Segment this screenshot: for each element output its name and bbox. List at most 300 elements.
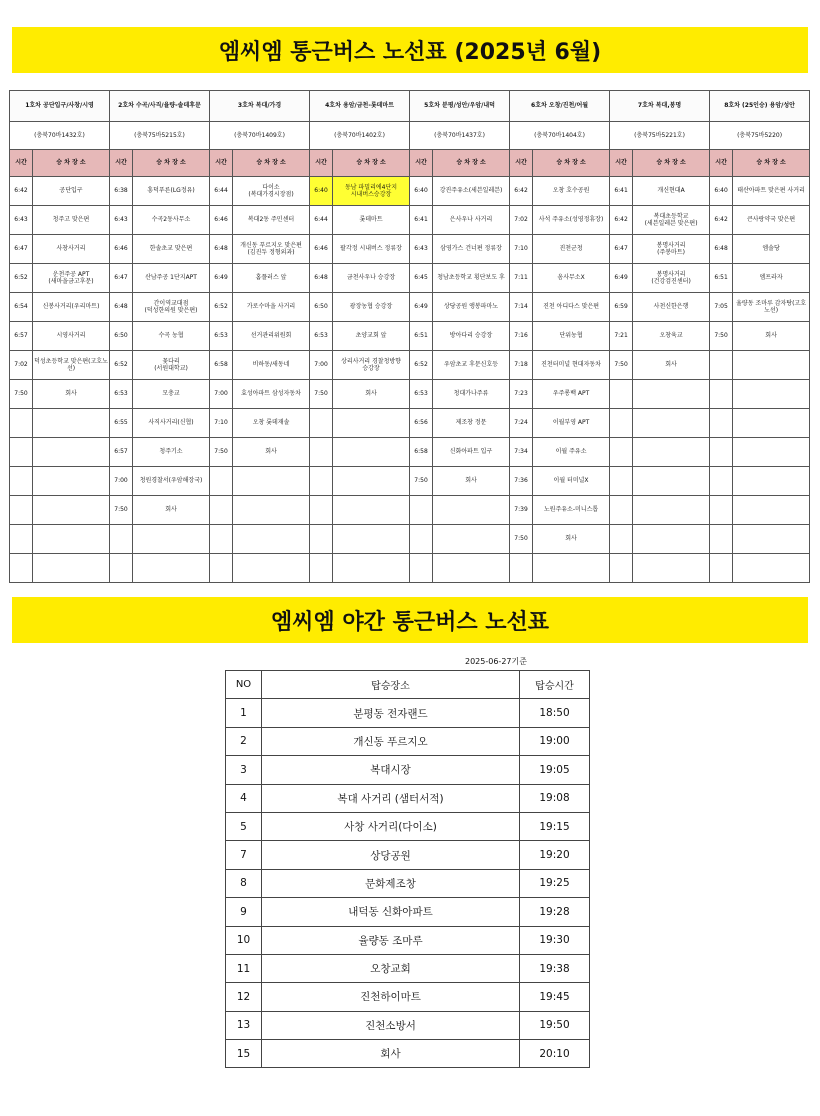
stop-time [610, 438, 633, 467]
route-plate: (충북70바1409호) [210, 122, 310, 150]
stop-time: 7:23 [510, 380, 533, 409]
page-title: 엠씨엠 통근버스 노선표 (2025년 6월) [12, 27, 808, 73]
night-time: 19:00 [520, 727, 590, 755]
night-no: 12 [226, 983, 262, 1011]
stop-time: 7:50 [310, 380, 333, 409]
stop-time: 6:50 [310, 293, 333, 322]
stop-time [610, 409, 633, 438]
stop-time [10, 525, 33, 554]
night-row [226, 756, 590, 784]
stop-name: 방아다리 승강장 [433, 322, 510, 351]
night-time: 19:30 [520, 926, 590, 954]
stop-name [333, 525, 410, 554]
schedule-row [10, 206, 810, 235]
column-header-stop: 승 차 장 소 [33, 150, 110, 177]
column-header-stop: 승 차 장 소 [433, 150, 510, 177]
night-title: 엠씨엠 야간 통근버스 노선표 [12, 597, 808, 643]
stop-time: 7:14 [510, 293, 533, 322]
stop-time: 6:54 [10, 293, 33, 322]
column-header-time: 시간 [10, 150, 33, 177]
stop-time: 7:50 [210, 438, 233, 467]
stop-time: 6:47 [110, 264, 133, 293]
stop-time: 7:50 [410, 467, 433, 496]
stop-name [733, 554, 810, 583]
stop-time: 6:57 [110, 438, 133, 467]
column-header-time: 시간 [110, 150, 133, 177]
column-header-time: 시간 [710, 150, 733, 177]
stop-name: 옴사무소X [533, 264, 610, 293]
stop-time [610, 467, 633, 496]
night-stop: 상당공원 [262, 841, 520, 869]
stop-time [710, 438, 733, 467]
night-row [226, 841, 590, 869]
stop-time: 6:53 [110, 380, 133, 409]
stop-time: 7:00 [110, 467, 133, 496]
stop-name [633, 438, 710, 467]
night-row [226, 954, 590, 982]
stop-name: 덕성초등학교 맞은편(고호노선) [33, 351, 110, 380]
stop-name: 선거관리위원회 [233, 322, 310, 351]
stop-name: 엠솔당 [733, 235, 810, 264]
stop-name: 복대초등학교 (세븐일레븐 맞은편) [633, 206, 710, 235]
stop-time: 7:50 [710, 322, 733, 351]
stop-time: 7:24 [510, 409, 533, 438]
stop-time: 6:44 [310, 206, 333, 235]
stop-name [233, 496, 310, 525]
stop-time: 6:46 [110, 235, 133, 264]
stop-name [633, 467, 710, 496]
stop-time: 7:34 [510, 438, 533, 467]
night-column-header: 탑승시간 [520, 671, 590, 699]
column-header-time: 시간 [410, 150, 433, 177]
stop-name: 운천주공 APT (새마을금고후문) [33, 264, 110, 293]
stop-time [710, 467, 733, 496]
night-stop: 내덕동 신화아파트 [262, 898, 520, 926]
stop-name: 회사 [233, 438, 310, 467]
column-header-stop: 승 차 장 소 [333, 150, 410, 177]
stop-time: 6:52 [10, 264, 33, 293]
stop-time [210, 525, 233, 554]
route-plate: (충북70바1432호) [10, 122, 110, 150]
stop-name: 수곡 농협 [133, 322, 210, 351]
schedule-row [10, 177, 810, 206]
stop-name: 꽃다리 (서원대학교) [133, 351, 210, 380]
stop-name: 가로수마을 사거리 [233, 293, 310, 322]
night-no: 2 [226, 727, 262, 755]
stop-time: 6:56 [410, 409, 433, 438]
stop-name: 사천신한은행 [633, 293, 710, 322]
stop-name [333, 496, 410, 525]
stop-name [333, 467, 410, 496]
night-stop: 개신동 푸르지오 [262, 727, 520, 755]
stop-time [310, 525, 333, 554]
column-header-time: 시간 [510, 150, 533, 177]
route-plate: (충북70바1437호) [410, 122, 510, 150]
stop-time: 7:00 [310, 351, 333, 380]
stop-name: 광장농협 승강장 [333, 293, 410, 322]
stop-name: 간이역교대점 (덕성한의원 맞은편) [133, 293, 210, 322]
night-time: 19:50 [520, 1011, 590, 1039]
stop-time [710, 525, 733, 554]
schedule-row [10, 554, 810, 583]
night-route-table [225, 670, 590, 1068]
stop-name: 오창 호수공원 [533, 177, 610, 206]
column-header-stop: 승 차 장 소 [533, 150, 610, 177]
stop-time [610, 554, 633, 583]
stop-time: 6:57 [10, 322, 33, 351]
route-name: 2호차 수곡/사직/율량-솔데후문 [110, 91, 210, 122]
night-stop: 회사 [262, 1040, 520, 1068]
stop-time: 6:40 [410, 177, 433, 206]
stop-name [733, 409, 810, 438]
stop-name: 시영사거리 [33, 322, 110, 351]
stop-name [433, 554, 510, 583]
stop-time: 6:52 [110, 351, 133, 380]
stop-time [710, 496, 733, 525]
stop-time: 6:51 [410, 322, 433, 351]
schedule-row [10, 235, 810, 264]
stop-time: 6:47 [10, 235, 33, 264]
night-stop: 분평동 전자랜드 [262, 699, 520, 727]
night-row [226, 727, 590, 755]
stop-name [633, 409, 710, 438]
stop-name: 흥덕푸른(LG정유) [133, 177, 210, 206]
stop-time: 6:43 [410, 235, 433, 264]
stop-time: 6:58 [410, 438, 433, 467]
stop-name: 큰사랑약국 맞은편 [733, 206, 810, 235]
night-no: 11 [226, 954, 262, 982]
column-header-stop: 승 차 장 소 [133, 150, 210, 177]
stop-time: 6:51 [710, 264, 733, 293]
stop-name [233, 554, 310, 583]
stop-time: 6:52 [410, 351, 433, 380]
stop-name [733, 496, 810, 525]
night-stop: 율량동 조마루 [262, 926, 520, 954]
stop-name [233, 525, 310, 554]
stop-time [210, 467, 233, 496]
night-stop: 사창 사거리(다이소) [262, 812, 520, 840]
stop-time: 6:59 [610, 293, 633, 322]
stop-name [33, 525, 110, 554]
day-route-table [9, 90, 810, 583]
stop-name: 청대가나주류 [433, 380, 510, 409]
stop-time [710, 554, 733, 583]
stop-name: 비하동/새동네 [233, 351, 310, 380]
night-no: 10 [226, 926, 262, 954]
night-no: 3 [226, 756, 262, 784]
stop-time: 6:53 [410, 380, 433, 409]
stop-time: 6:52 [210, 293, 233, 322]
stop-time: 6:42 [10, 177, 33, 206]
stop-name: 회사 [33, 380, 110, 409]
night-row [226, 1040, 590, 1068]
stop-time: 6:48 [210, 235, 233, 264]
stop-name [333, 409, 410, 438]
stop-name: 우암초교 후문신호등 [433, 351, 510, 380]
route-name: 4호차 용암/금천-롯데마트 [310, 91, 410, 122]
stop-time: 6:53 [210, 322, 233, 351]
night-stop: 진천하이마트 [262, 983, 520, 1011]
stop-name: 상당공원 앵봉파마노 [433, 293, 510, 322]
route-name: 6호차 오창/진천/어월 [510, 91, 610, 122]
stop-time: 6:55 [110, 409, 133, 438]
stop-time [310, 554, 333, 583]
stop-name: 사직사거리(신협) [133, 409, 210, 438]
stop-name: 회사 [733, 322, 810, 351]
stop-time [310, 496, 333, 525]
schedule-row [10, 409, 810, 438]
stop-time: 6:53 [310, 322, 333, 351]
schedule-row [10, 380, 810, 409]
stop-name: 봉명사거리 (주봉마트) [633, 235, 710, 264]
stop-time [410, 496, 433, 525]
stop-name: 다이소 (복대가경시장점) [233, 177, 310, 206]
stop-time: 6:42 [710, 206, 733, 235]
stop-time [410, 525, 433, 554]
stop-time: 6:41 [610, 177, 633, 206]
stop-name: 우주롱백 APT [533, 380, 610, 409]
column-header-stop: 승 차 장 소 [633, 150, 710, 177]
stop-time: 7:16 [510, 322, 533, 351]
stop-time [610, 496, 633, 525]
route-plate: (충북75바5215호) [110, 122, 210, 150]
night-stop: 진천소방서 [262, 1011, 520, 1039]
stop-name [633, 554, 710, 583]
stop-name: 삼영가스 건너편 정류장 [433, 235, 510, 264]
stop-name [33, 438, 110, 467]
night-no: 9 [226, 898, 262, 926]
stop-time [410, 554, 433, 583]
stop-name: 효성아파트 삼성자동차 [233, 380, 310, 409]
stop-time: 6:48 [710, 235, 733, 264]
stop-name [733, 438, 810, 467]
stop-time: 6:48 [310, 264, 333, 293]
stop-name: 진천 아디다스 맞은편 [533, 293, 610, 322]
stop-name: 청원경찰서(우암해장국) [133, 467, 210, 496]
stop-name: 금천사우나 승강장 [333, 264, 410, 293]
schedule-row [10, 351, 810, 380]
stop-name: 은사우나 사거리 [433, 206, 510, 235]
stop-name: 강진주유소(세븐일레븐) [433, 177, 510, 206]
stop-name: 봉명사거리 (건강검진센터) [633, 264, 710, 293]
night-time: 19:25 [520, 869, 590, 897]
column-header-time: 시간 [610, 150, 633, 177]
stop-name [33, 554, 110, 583]
night-column-header: NO [226, 671, 262, 699]
stop-time [610, 525, 633, 554]
stop-time: 7:50 [110, 496, 133, 525]
night-time: 19:20 [520, 841, 590, 869]
night-time: 20:10 [520, 1040, 590, 1068]
night-no: 15 [226, 1040, 262, 1068]
route-plate: (충북75바5220) [710, 122, 810, 150]
stop-name: 사석 주유소(성영정휴장) [533, 206, 610, 235]
stop-name [133, 554, 210, 583]
night-no: 7 [226, 841, 262, 869]
stop-time: 6:46 [310, 235, 333, 264]
stop-name [333, 438, 410, 467]
night-row [226, 898, 590, 926]
stop-time: 7:50 [610, 351, 633, 380]
schedule-row [10, 293, 810, 322]
stop-name [733, 351, 810, 380]
stop-time: 7:39 [510, 496, 533, 525]
stop-name: 진천군청 [533, 235, 610, 264]
stop-name [233, 467, 310, 496]
stop-time [710, 351, 733, 380]
stop-name: 이월부영 APT [533, 409, 610, 438]
stop-name: 이월 터미널X [533, 467, 610, 496]
stop-name [333, 554, 410, 583]
stop-name [133, 525, 210, 554]
stop-time: 6:43 [10, 206, 33, 235]
night-row [226, 926, 590, 954]
night-time: 18:50 [520, 699, 590, 727]
stop-time [710, 409, 733, 438]
stop-name: 홈플러스 앞 [233, 264, 310, 293]
stop-name: 동남 파밀리에4단지 시내버스승강장 [333, 177, 410, 206]
stop-time: 7:11 [510, 264, 533, 293]
stop-time [110, 525, 133, 554]
stop-time: 6:47 [610, 235, 633, 264]
stop-time [310, 467, 333, 496]
stop-name: 모충교 [133, 380, 210, 409]
stop-time: 7:21 [610, 322, 633, 351]
stop-name [433, 496, 510, 525]
schedule-row [10, 496, 810, 525]
stop-name: 엠프라자 [733, 264, 810, 293]
stop-time: 7:00 [210, 380, 233, 409]
stop-name: 이월 주유소 [533, 438, 610, 467]
night-stop: 복대 사거리 (샘터서적) [262, 784, 520, 812]
night-row [226, 1011, 590, 1039]
stop-name [633, 380, 710, 409]
stop-name: 신봉사거리(우리마트) [33, 293, 110, 322]
stop-name: 청남초등학교 횡단보도 후 [433, 264, 510, 293]
stop-time: 6:49 [410, 293, 433, 322]
stop-time [210, 554, 233, 583]
stop-time [510, 554, 533, 583]
stop-name: 한솔초교 맞은편 [133, 235, 210, 264]
stop-time: 6:58 [210, 351, 233, 380]
night-stop: 복대시장 [262, 756, 520, 784]
stop-time: 6:40 [710, 177, 733, 206]
stop-name: 사창사거리 [33, 235, 110, 264]
stop-name: 단위농협 [533, 322, 610, 351]
night-stop: 오창교회 [262, 954, 520, 982]
night-no: 13 [226, 1011, 262, 1039]
stop-name: 회사 [433, 467, 510, 496]
stop-name: 팔각정 시내버스 정류장 [333, 235, 410, 264]
night-time: 19:38 [520, 954, 590, 982]
night-no: 1 [226, 699, 262, 727]
route-name: 8호차 (25인승) 용암/성안 [710, 91, 810, 122]
stop-name: 복대2동 주민센터 [233, 206, 310, 235]
night-no: 8 [226, 869, 262, 897]
stop-name: 개신동 푸르지오 맞은편 (김진두 정형외과) [233, 235, 310, 264]
night-no: 5 [226, 812, 262, 840]
stop-name: 회사 [633, 351, 710, 380]
night-time: 19:15 [520, 812, 590, 840]
stop-time: 6:48 [110, 293, 133, 322]
night-row [226, 812, 590, 840]
stop-time [310, 438, 333, 467]
stop-time: 7:10 [210, 409, 233, 438]
stop-time: 6:38 [110, 177, 133, 206]
stop-name: 태산아파트 맞은편 사거리 [733, 177, 810, 206]
stop-name: 노원주유소-미니스톱 [533, 496, 610, 525]
stop-name: 신화아파트 입구 [433, 438, 510, 467]
route-plate: (충북70바1404호) [510, 122, 610, 150]
night-row [226, 784, 590, 812]
stop-name [633, 525, 710, 554]
stop-name: 오창 롯데재솔 [233, 409, 310, 438]
stop-name: 청주기소 [133, 438, 210, 467]
night-time: 19:08 [520, 784, 590, 812]
stop-name: 회사 [333, 380, 410, 409]
stop-name: 제조창 정문 [433, 409, 510, 438]
route-name: 5호차 분평/성안/우암/내덕 [410, 91, 510, 122]
stop-time: 6:40 [310, 177, 333, 206]
route-plate: (충북75바5221호) [610, 122, 710, 150]
schedule-row [10, 322, 810, 351]
reference-date: 2025-06-27기준 [465, 657, 527, 666]
stop-time [10, 409, 33, 438]
stop-name: 상리사거리 경찰청방향 승강장 [333, 351, 410, 380]
night-time: 19:45 [520, 983, 590, 1011]
stop-time [10, 496, 33, 525]
stop-time: 7:10 [510, 235, 533, 264]
stop-time: 6:49 [610, 264, 633, 293]
stop-time: 7:50 [510, 525, 533, 554]
stop-name: 회사 [533, 525, 610, 554]
stop-name [733, 467, 810, 496]
column-header-stop: 승 차 장 소 [233, 150, 310, 177]
stop-name: 오창육교 [633, 322, 710, 351]
stop-name [433, 525, 510, 554]
stop-name: 회사 [133, 496, 210, 525]
stop-name: 공단입구 [33, 177, 110, 206]
stop-time: 6:44 [210, 177, 233, 206]
stop-time [710, 380, 733, 409]
stop-time: 6:46 [210, 206, 233, 235]
night-time: 19:05 [520, 756, 590, 784]
stop-name: 산남주공 1단지APT [133, 264, 210, 293]
stop-time [10, 554, 33, 583]
stop-time [10, 467, 33, 496]
stop-time: 6:41 [410, 206, 433, 235]
schedule-row [10, 438, 810, 467]
stop-name [33, 409, 110, 438]
night-stop: 문화제조창 [262, 869, 520, 897]
night-row [226, 869, 590, 897]
stop-time: 7:50 [10, 380, 33, 409]
stop-name: 초양교회 앞 [333, 322, 410, 351]
night-row [226, 983, 590, 1011]
stop-name: 청주고 맞은편 [33, 206, 110, 235]
stop-time: 6:42 [510, 177, 533, 206]
stop-time: 6:43 [110, 206, 133, 235]
stop-name: 수곡2동사무소 [133, 206, 210, 235]
night-time: 19:28 [520, 898, 590, 926]
stop-name [33, 496, 110, 525]
column-header-time: 시간 [210, 150, 233, 177]
night-row [226, 699, 590, 727]
night-no: 4 [226, 784, 262, 812]
stop-time [110, 554, 133, 583]
stop-time: 7:05 [710, 293, 733, 322]
stop-time [210, 496, 233, 525]
